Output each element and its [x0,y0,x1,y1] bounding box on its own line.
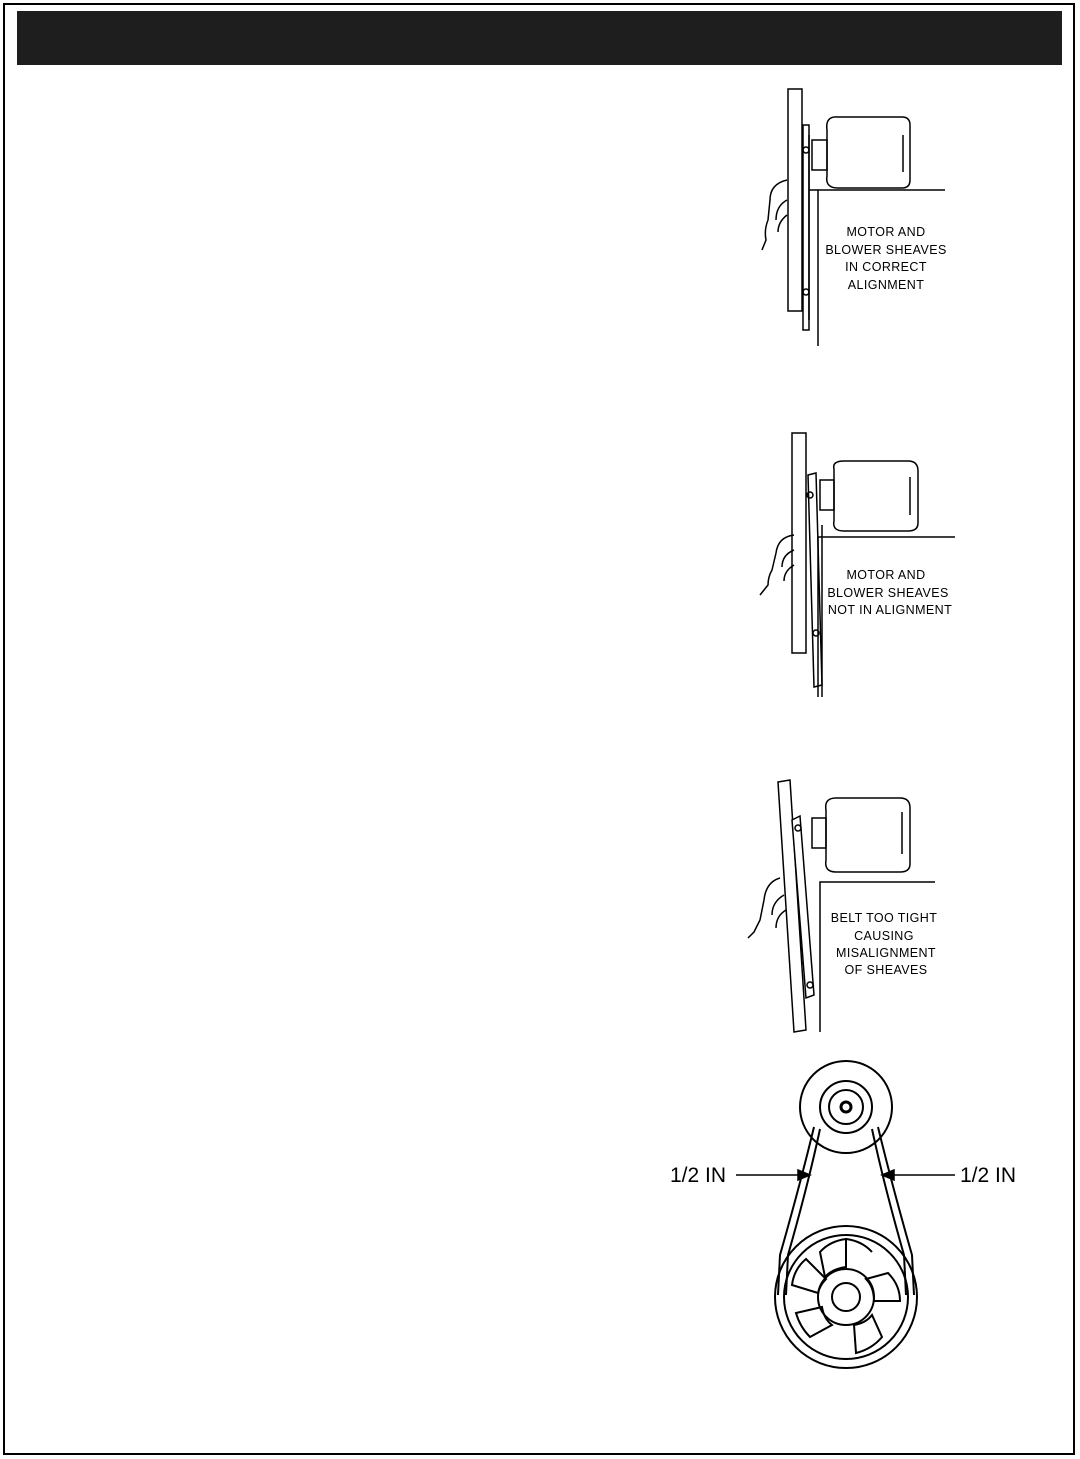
belt-deflection-diagram [660,1045,1040,1385]
fig3-caption-line-3: MISALIGNMENT [836,946,936,960]
figure-belt-too-tight [740,770,970,1040]
figure-not-aligned [740,425,970,700]
figure-belt-deflection [660,1045,1040,1385]
left-deflection-label: 1/2 IN [670,1164,727,1187]
fig1-caption-line-3: IN CORRECT [845,260,927,274]
fig2-caption-line-3: NOT IN ALIGNMENT [827,603,953,617]
fig3-caption-line-2: CAUSING [854,929,914,943]
fig2-caption-line-1: MOTOR AND [846,568,926,582]
header-bar [17,11,1062,65]
fig1-caption-line-4: ALIGNMENT [847,278,925,292]
not-aligned-diagram [740,425,970,700]
correct-alignment-diagram [740,80,970,355]
figure-correct-alignment [740,80,970,355]
fig3-caption-line-1: BELT TOO TIGHT [830,911,938,925]
fig1-caption-line-2: BLOWER SHEAVES [825,243,947,257]
fig1-caption-line-1: MOTOR AND [846,225,926,239]
belt-too-tight-diagram [740,770,970,1040]
fig2-caption-line-2: BLOWER SHEAVES [827,586,949,600]
right-deflection-label: 1/2 IN [960,1164,1017,1187]
fig3-caption-line-4: OF SHEAVES [844,963,928,977]
